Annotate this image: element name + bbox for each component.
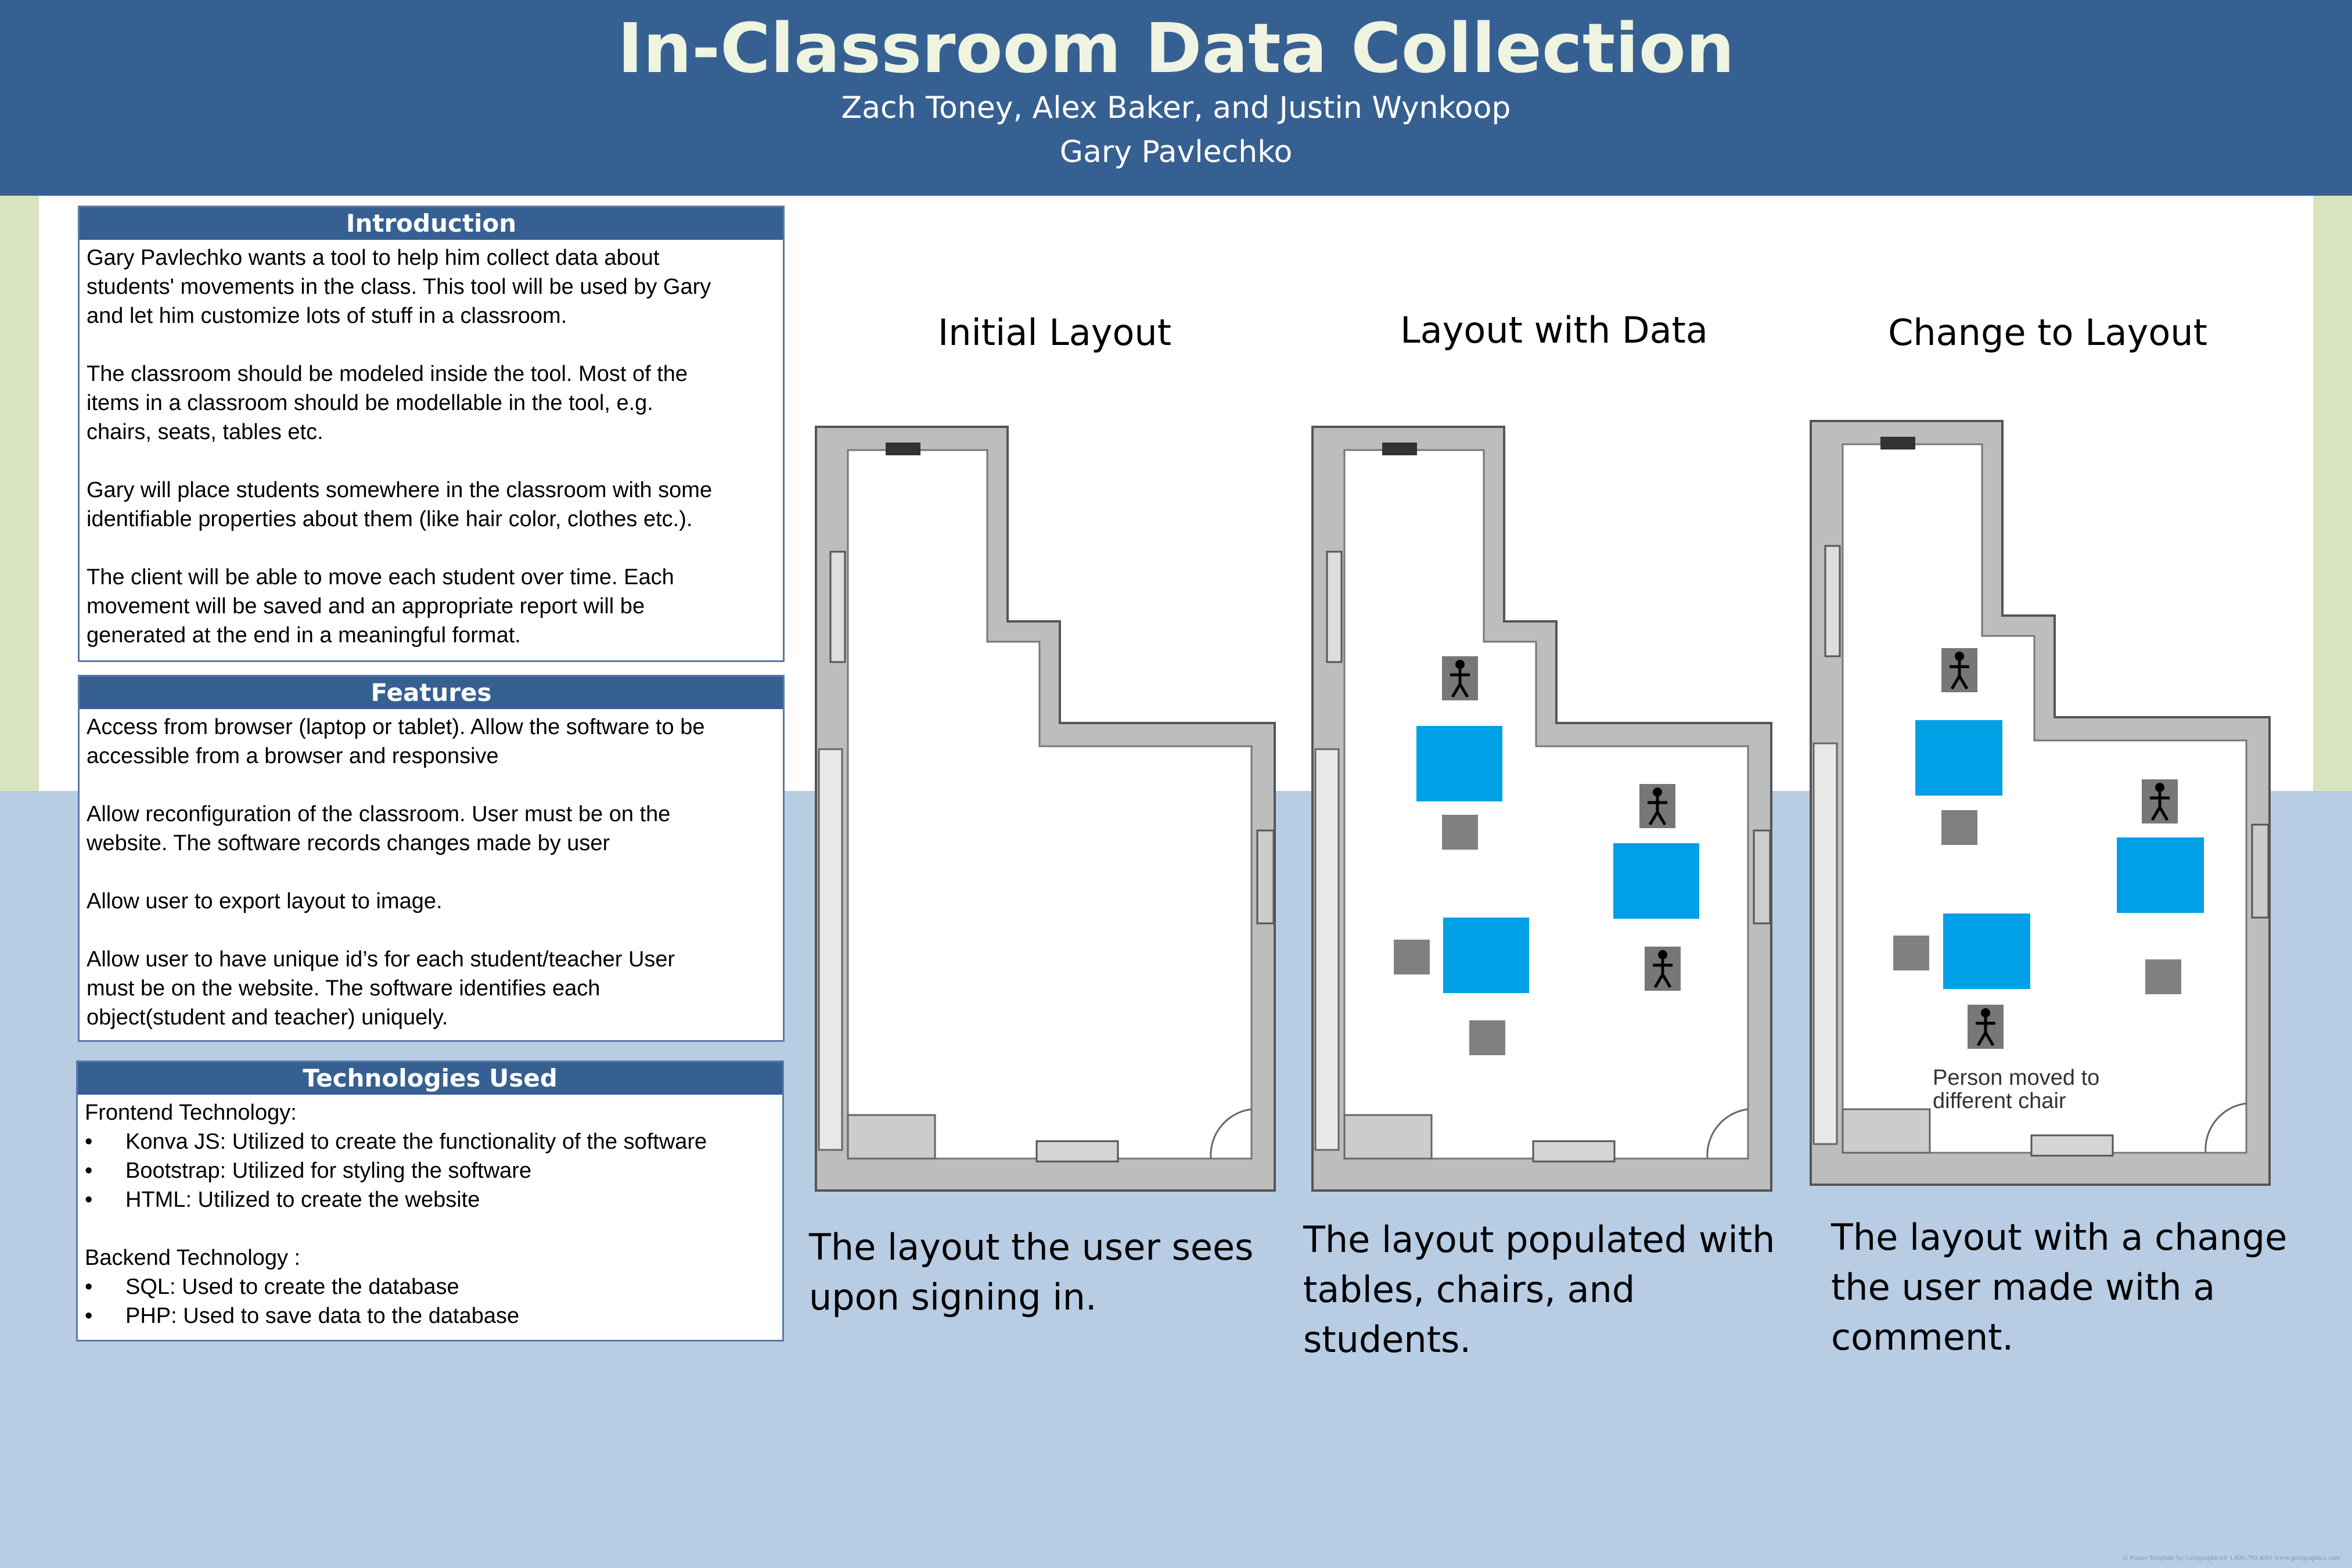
frontend-item: • Bootstrap: Utilized for styling the software bbox=[85, 1156, 775, 1185]
features-box bbox=[78, 675, 785, 1042]
caption-line: The layout the user sees bbox=[809, 1226, 1254, 1268]
annotation-line: different chair bbox=[1933, 1089, 2066, 1113]
features-heading: Features bbox=[80, 677, 783, 709]
floor-plan-changed bbox=[1799, 418, 2293, 1202]
text-line: Allow user to have unique id’s for each student/teacher User bbox=[87, 947, 675, 972]
text-line: students' movements in the class. This tool will be used by Gary bbox=[87, 275, 711, 299]
chair-icon bbox=[2145, 959, 2181, 994]
caption-change-to-layout bbox=[1831, 1213, 2307, 1362]
student-icon bbox=[1442, 656, 1478, 700]
intro-paragraph bbox=[87, 476, 776, 534]
text-line: accessible from a browser and responsive bbox=[87, 744, 499, 768]
floor-plan-initial bbox=[804, 424, 1292, 1202]
caption-line: The layout with a change bbox=[1831, 1216, 2288, 1258]
table-icon bbox=[1943, 914, 2030, 989]
feature-paragraph bbox=[87, 713, 776, 771]
chair-icon bbox=[1893, 936, 1929, 970]
text-line: Access from browser (laptop or tablet). Allow the software to be bbox=[87, 715, 705, 739]
technologies-body bbox=[78, 1095, 782, 1334]
table-icon bbox=[1443, 918, 1529, 993]
caption-layout-with-data bbox=[1303, 1215, 1779, 1365]
chair-icon bbox=[1469, 1020, 1505, 1055]
panel-title-layout-with-data: Layout with Data bbox=[1400, 309, 1708, 351]
text-line: and let him customize lots of stuff in a classroom. bbox=[87, 304, 567, 328]
table-icon bbox=[1613, 843, 1699, 919]
introduction-heading: Introduction bbox=[80, 207, 783, 240]
annotation-line: Person moved to bbox=[1933, 1066, 2100, 1090]
text-line: movement will be saved and an appropriate report will be bbox=[87, 594, 645, 618]
caption-initial-layout bbox=[809, 1222, 1285, 1322]
table-icon bbox=[1416, 726, 1502, 801]
template-credit: © Poster Template by Genigraphics® 1.800.790.4001 www.genigraphics.com bbox=[2123, 1553, 2340, 1562]
student-icon bbox=[1639, 784, 1675, 828]
text-line: chairs, seats, tables etc. bbox=[87, 420, 323, 444]
chair-icon bbox=[1394, 940, 1430, 974]
backend-item: • PHP: Used to save data to the database bbox=[85, 1301, 775, 1330]
student-icon bbox=[1968, 1005, 2004, 1049]
poster-header bbox=[0, 0, 2352, 196]
text-line: The classroom should be modeled inside the tool. Most of the bbox=[87, 362, 688, 386]
introduction-body bbox=[80, 240, 783, 653]
text-line: identifiable properties about them (like hair color, clothes etc.). bbox=[87, 507, 693, 531]
caption-line: the user made with a bbox=[1831, 1266, 2216, 1308]
floor-plan-with-data bbox=[1301, 424, 1789, 1202]
text-line: generated at the end in a meaningful format. bbox=[87, 623, 521, 648]
text-line: object(student and teacher) uniquely. bbox=[87, 1005, 448, 1030]
classroom-walls bbox=[816, 427, 1275, 1191]
window-icon bbox=[1327, 552, 1342, 662]
door-icon bbox=[886, 443, 920, 455]
table-icon bbox=[2117, 837, 2204, 913]
caption-line: students. bbox=[1303, 1318, 1472, 1361]
chair-icon bbox=[1941, 810, 1977, 845]
text-line: Gary will place students somewhere in the classroom with some bbox=[87, 478, 713, 502]
text-line: The client will be able to move each student over time. Each bbox=[87, 565, 674, 589]
technologies-box bbox=[76, 1060, 784, 1342]
technologies-heading: Technologies Used bbox=[78, 1062, 782, 1095]
classroom-walls bbox=[1312, 427, 1771, 1191]
frontend-item: • HTML: Utilized to create the website bbox=[85, 1185, 775, 1214]
features-body bbox=[80, 709, 783, 1035]
caption-line: The layout populated with bbox=[1303, 1218, 1775, 1261]
poster-title: In-Classroom Data Collection bbox=[617, 8, 1735, 88]
door-icon bbox=[1382, 443, 1417, 455]
text-line: Allow reconfiguration of the classroom. User must be on the bbox=[87, 802, 671, 826]
feature-paragraph bbox=[87, 945, 776, 1032]
student-icon bbox=[2142, 779, 2178, 823]
introduction-box bbox=[78, 206, 785, 662]
left-accent-band bbox=[0, 196, 39, 791]
table-icon bbox=[1915, 720, 2002, 796]
intro-paragraph bbox=[87, 563, 776, 650]
poster-authors: Zach Toney, Alex Baker, and Justin Wynkoop bbox=[841, 91, 1511, 125]
text-line: website. The software records changes made by user bbox=[87, 831, 610, 855]
frontend-label: Frontend Technology: bbox=[85, 1101, 297, 1125]
student-icon bbox=[1645, 947, 1681, 991]
window-icon bbox=[830, 552, 845, 662]
backend-item: • SQL: Used to create the database bbox=[85, 1272, 775, 1301]
backend-label: Backend Technology : bbox=[85, 1246, 301, 1270]
text-line: items in a classroom should be modellable in the tool, e.g. bbox=[87, 391, 653, 415]
door-icon bbox=[1880, 437, 1915, 449]
poster-advisor: Gary Pavlechko bbox=[1059, 135, 1293, 170]
right-accent-band bbox=[2313, 196, 2352, 791]
chair-icon bbox=[1442, 815, 1478, 850]
caption-line: comment. bbox=[1831, 1316, 2014, 1358]
caption-line: upon signing in. bbox=[809, 1276, 1097, 1318]
intro-paragraph bbox=[87, 359, 776, 447]
feature-paragraph bbox=[87, 800, 776, 858]
window-icon bbox=[1825, 546, 1840, 656]
panel-title-change-to-layout: Change to Layout bbox=[1888, 311, 2207, 354]
text-line: Gary Pavlechko wants a tool to help him collect data about bbox=[87, 246, 660, 270]
intro-paragraph bbox=[87, 243, 776, 330]
caption-line: tables, chairs, and bbox=[1303, 1268, 1635, 1311]
text-line: must be on the website. The software identifies each bbox=[87, 976, 600, 1001]
feature-paragraph bbox=[87, 887, 776, 916]
panel-title-initial-layout: Initial Layout bbox=[937, 311, 1172, 354]
text-line: Allow user to export layout to image. bbox=[87, 889, 443, 914]
frontend-item: • Konva JS: Utilized to create the functionality of the software bbox=[85, 1127, 775, 1156]
student-icon bbox=[1941, 648, 1977, 692]
spacer bbox=[85, 1214, 775, 1243]
